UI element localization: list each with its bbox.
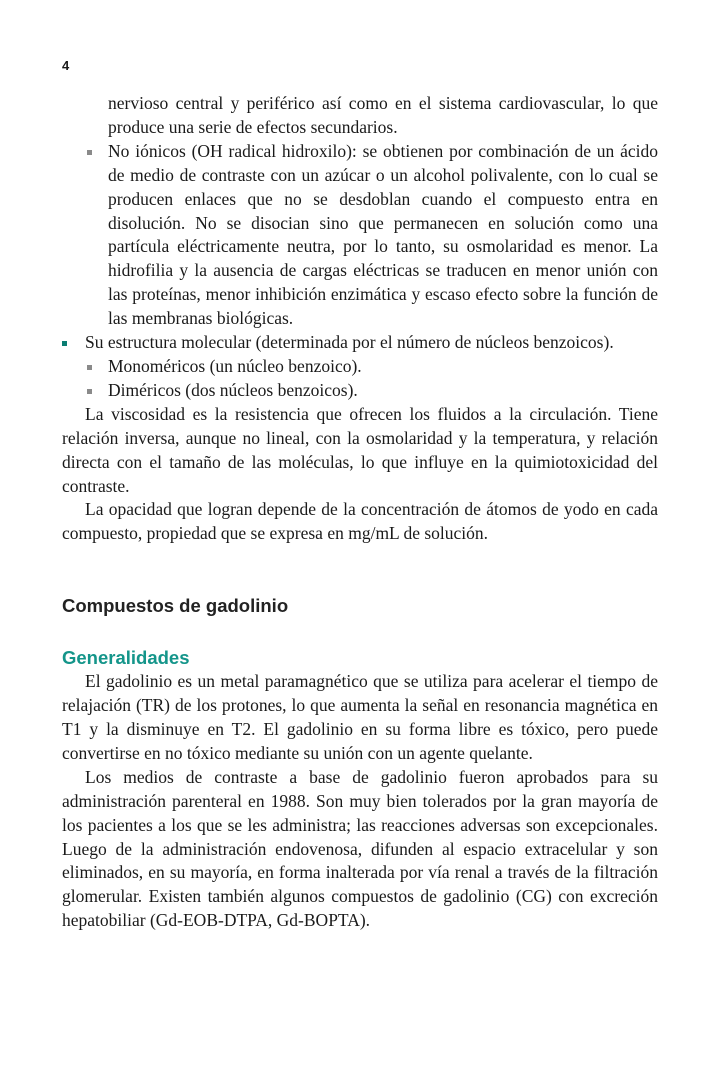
subsection-title: Generalidades [62, 647, 190, 669]
bullet-text: Su estructura molecular (determinada por el número de núcleos benzoicos). [85, 332, 614, 353]
square-bullet-icon [87, 150, 92, 155]
square-bullet-icon [87, 389, 92, 394]
section-title: Compuestos de gadolinio [62, 595, 289, 617]
bullet-item-no-ionicos [62, 140, 658, 331]
square-bullet-icon [62, 341, 67, 346]
paragraph-medios: Los medios de contraste a base de gadolinio fueron aprobados para su administración parenteral en 1988. Son muy bien tolerados por la gran mayoría de los pacientes a los que se les administra; las reacciones adversas son excepcionales. Luego de la administración endovenosa, difunden al espacio extracelular y son eliminados, en su mayoría, en forma inalterada por vía renal a través de la filtración glomerular. Existen también algunos compuestos de gadolinio (CG) con excreción hepatobiliar (Gd-EOB-DTPA, Gd-BOPTA). [62, 766, 658, 931]
page-number: 4 [62, 58, 70, 73]
paragraph-viscosidad: La viscosidad es la resistencia que ofrecen los fluidos a la circulación. Tiene relación inversa, aunque no lineal, con la osmolaridad y la temperatura, y relación directa con el tamaño de las moléculas, lo que influye en la quimiotoxicidad del contraste. [62, 403, 658, 496]
bullet-item-dimericos [62, 379, 658, 403]
bullet-item-monomericos [62, 355, 658, 379]
paragraph-opacidad: La opacidad que logran depende de la concentración de átomos de yodo en cada compuesto, propiedad que se expresa en mg/mL de solución. [62, 499, 658, 544]
bullet-text: No iónicos (OH radical hidroxilo): se obtienen por combinación de un ácido de medio de contraste con un azúcar o un alcohol polivalente, con lo cual se producen enlaces que no se desdoblan cuando el compuesto entra en disolución. No se disocian sino que permanecen en solución como una partícula eléctricamente neutra, por lo tanto, su osmolaridad es menor. La hidrofilia y la ausencia de cargas eléctricas se traducen en menor unión con las proteínas, menor inhibición enzimática y escaso efecto sobre la función de las membranas biológicas. [108, 140, 658, 329]
continuation-text: nervioso central y periférico así como en el sistema cardiovascular, lo que produce una serie de efectos secundarios. [108, 93, 658, 137]
bullet-text: Diméricos (dos núcleos benzoicos). [108, 379, 358, 400]
bullet-item-estructura [62, 331, 658, 355]
page-content [62, 92, 658, 933]
square-bullet-icon [87, 365, 92, 370]
paragraph-gadolinio: El gadolinio es un metal paramagnético que se utiliza para acelerar el tiempo de relajación (TR) de los protones, lo que aumenta la señal en resonancia magnética en T1 y la disminuye en T2. El gadolinio en su forma libre es tóxico, pero puede convertirse en no tóxico mediante su unión con un agente quelante. [62, 671, 658, 763]
bullet-text: Monoméricos (un núcleo benzoico). [108, 355, 362, 376]
